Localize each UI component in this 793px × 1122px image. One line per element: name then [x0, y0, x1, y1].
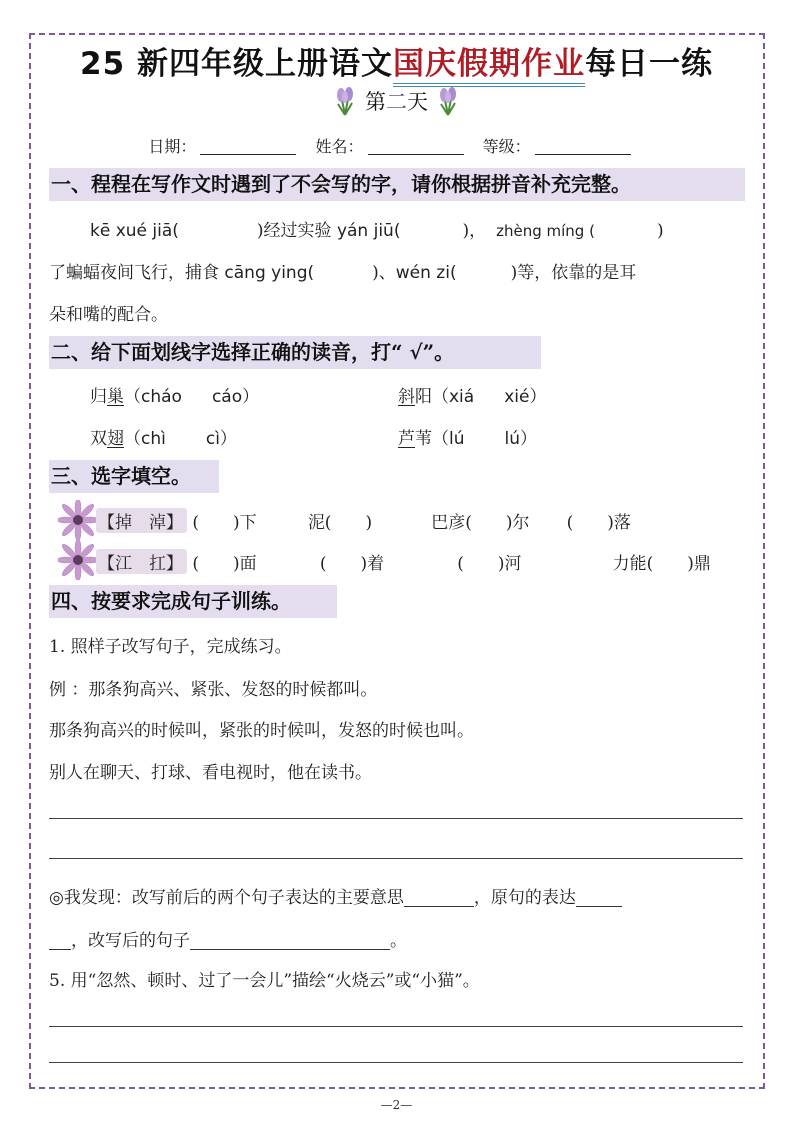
section-1-line-3: 朵和嘴的配合。 — [49, 305, 168, 325]
fill-row-1 — [96, 508, 657, 533]
fill-blank[interactable]: ( )着 — [319, 554, 385, 574]
fill-blank[interactable]: ( )河 — [457, 554, 522, 574]
option-xie[interactable]: xié） — [504, 387, 547, 407]
reading-item — [90, 382, 259, 407]
option-xia[interactable]: （xiá — [432, 387, 475, 407]
text: )、 — [372, 263, 396, 283]
day-number: 二 — [386, 90, 407, 114]
fill-blank[interactable]: ( )落 — [566, 513, 631, 533]
pinyin-cangying: cāng ying( — [224, 263, 315, 283]
section-3-heading: 三、选字填空。 — [49, 460, 219, 493]
underlined-char: 芦 — [398, 429, 415, 449]
fill-row-2 — [96, 549, 733, 574]
text: )， — [462, 221, 487, 241]
crocus-flower-icon — [435, 86, 461, 116]
name-label: 姓名： — [315, 137, 364, 156]
answer-line[interactable] — [49, 1062, 743, 1063]
crocus-flower-icon — [332, 86, 358, 116]
title-highlight: 国庆假期作业 — [393, 46, 585, 87]
option-ci[interactable]: cì） — [205, 429, 237, 449]
daisy-flower-icon — [58, 540, 98, 580]
answer-line[interactable] — [49, 1026, 743, 1027]
text: )等，依靠的是耳 — [510, 263, 637, 283]
pinyin-yanjiu: yán jiū( — [336, 221, 401, 241]
option-chi[interactable]: （chì — [124, 429, 166, 449]
date-label: 日期： — [148, 137, 197, 156]
pinyin-kexuejia: kē xué jiā( — [90, 221, 179, 241]
option-lu-1[interactable]: （lú — [432, 429, 465, 449]
example-rewrite: 那条狗高兴的时候叫，紧张的时候叫，发怒的时候也叫。 — [49, 721, 474, 741]
discovery-line-2 — [49, 926, 407, 951]
title-suffix: 每日一练 — [584, 46, 713, 82]
question-5: 5. 用“忽然、顿时、过了一会儿”描绘“火烧云”或“小猫”。 — [49, 971, 480, 991]
grade-field[interactable] — [535, 138, 631, 155]
question-1: 1. 照样子改写句子，完成练习。 — [49, 637, 292, 657]
fill-blank-original-cont[interactable] — [49, 931, 71, 950]
option-lu-2[interactable]: lú） — [504, 429, 537, 449]
underlined-char: 翅 — [107, 429, 124, 449]
day-label — [0, 86, 793, 116]
text: 双 — [90, 429, 107, 449]
text: )经过实验 — [256, 221, 337, 241]
underlined-char: 斜 — [398, 387, 415, 407]
text: ) — [656, 221, 664, 241]
discovery-line-1 — [49, 883, 622, 908]
choice-tag: 【江 扛】 — [96, 549, 187, 574]
section-1-line-1 — [90, 216, 664, 241]
section-4-heading: 四、按要求完成句子训练。 — [49, 585, 337, 618]
fill-blank-rewritten[interactable] — [190, 931, 390, 950]
text: ◎我发现：改写前后的两个句子表达的主要意思 — [49, 888, 404, 908]
name-field[interactable] — [368, 138, 464, 155]
fill-blank-meaning[interactable] — [404, 888, 474, 907]
text: ，原句的表达 — [473, 888, 576, 908]
text: 苇 — [415, 429, 432, 449]
text: 了蝙蝠夜间飞行，捕食 — [49, 263, 225, 283]
grade-label: 等级： — [482, 137, 531, 156]
daisy-flower-icon — [58, 500, 98, 540]
underlined-char: 巢 — [107, 387, 124, 407]
text: 阳 — [415, 387, 432, 407]
day-suffix: 天 — [407, 90, 428, 114]
fill-blank[interactable]: ( )面 — [192, 554, 257, 574]
student-info-line — [0, 134, 793, 157]
text: ，改写后的句子 — [71, 931, 190, 951]
example-sentence: 例 ：那条狗高兴、紧张、发怒的时候都叫。 — [49, 680, 378, 700]
text: 归 — [90, 387, 107, 407]
pinyin-zhengming: zhèng míng ( — [496, 222, 595, 240]
pinyin-wenzi: wén zi( — [395, 263, 457, 283]
fill-blank[interactable]: ( )下 — [192, 513, 257, 533]
option-cao[interactable]: cáo） — [211, 387, 260, 407]
section-1-line-2 — [49, 258, 636, 283]
page-number: —2— — [380, 1098, 413, 1112]
title-prefix: 25 新四年级上册语文 — [80, 46, 393, 82]
page-title — [0, 38, 793, 83]
section-1-heading: 一、程程在写作文时遇到了不会写的字，请你根据拼音补充完整。 — [49, 168, 745, 201]
date-field[interactable] — [200, 138, 296, 155]
choice-tag: 【掉 淖】 — [96, 508, 187, 533]
task-sentence: 别人在聊天、打球、看电视时，他在读书。 — [49, 763, 372, 783]
answer-line[interactable] — [49, 858, 743, 859]
text: 。 — [390, 931, 407, 951]
fill-blank[interactable]: 巴彦( )尔 — [431, 513, 530, 533]
reading-item — [90, 424, 237, 449]
reading-item — [398, 424, 537, 449]
fill-blank-original[interactable] — [576, 888, 622, 907]
answer-line[interactable] — [49, 818, 743, 819]
day-prefix: 第 — [365, 90, 386, 114]
option-chao[interactable]: （cháo — [124, 387, 182, 407]
section-2-heading: 二、给下面划线字选择正确的读音，打“ √”。 — [49, 336, 541, 369]
fill-blank[interactable]: 泥( ) — [307, 513, 373, 533]
reading-item — [398, 382, 546, 407]
fill-blank[interactable]: 力能( )鼎 — [612, 554, 711, 574]
